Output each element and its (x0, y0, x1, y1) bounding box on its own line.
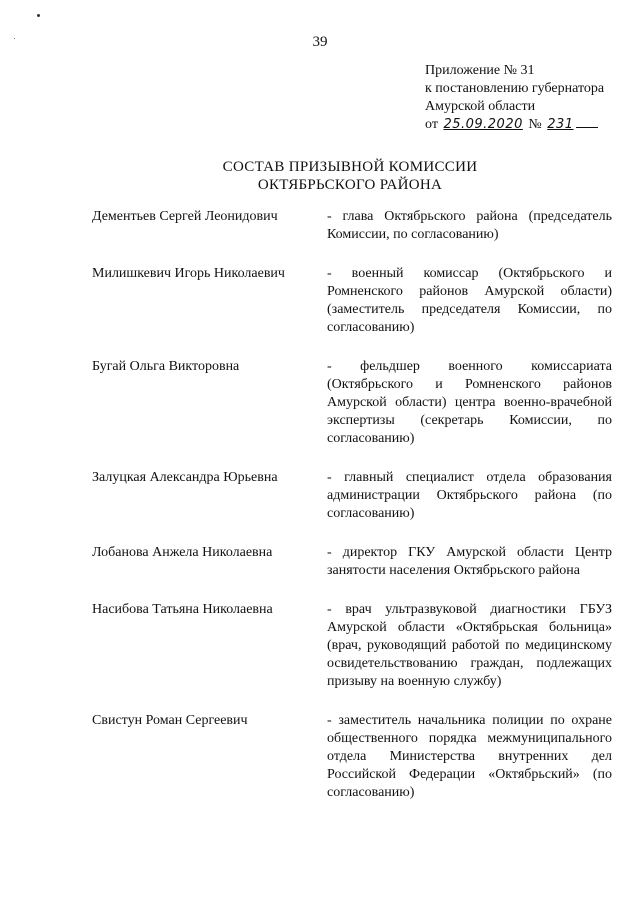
member-name: Бугай Ольга Викторовна (92, 359, 240, 374)
handwritten-date: 25.09.2020 (443, 117, 523, 132)
members-list (92, 208, 612, 823)
scan-speck (37, 14, 40, 17)
number-prefix: № (528, 117, 542, 132)
member-role: - заместитель начальника полиции по охране общественного порядка межмуниципального отдела Министерства внутренних дел Российской Федерации «Октябрьский» (по согласованию) (327, 713, 612, 800)
member-row (92, 544, 612, 580)
member-name: Свистун Роман Сергеевич (92, 713, 248, 728)
member-row (92, 601, 612, 691)
member-name: Милишкевич Игорь Николаевич (92, 266, 285, 281)
member-row (92, 265, 612, 337)
handwritten-number: 231 (547, 117, 574, 132)
underline (576, 127, 598, 128)
title-line-1: СОСТАВ ПРИЗЫВНОЙ КОМИССИИ (222, 159, 478, 175)
member-name: Дементьев Сергей Леонидович (92, 209, 278, 224)
member-role: - военный комиссар (Октябрьского и Ромненского районов Амурской области) (заместитель председателя Комиссии, по согласованию) (327, 266, 612, 335)
member-name: Насибова Татьяна Николаевна (92, 602, 273, 617)
member-role: - врач ультразвуковой диагностики ГБУЗ Амурской области «Октябрьская больница» (врач, руководящий работой по медицинскому освидетельствованию граждан, подлежащих призыву на военную службу) (327, 602, 612, 689)
member-row (92, 469, 612, 523)
appendix-date-row (425, 116, 604, 134)
member-row (92, 358, 612, 448)
title-line-2: ОКТЯБРЬСКОГО РАЙОНА (257, 177, 443, 193)
member-row (92, 712, 612, 802)
member-role: - главный специалист отдела образования администрации Октябрьского района (по согласованию) (327, 470, 612, 521)
appendix-header (425, 62, 604, 134)
page-number: 39 (312, 34, 328, 50)
document-title (0, 158, 640, 194)
member-name: Лобанова Анжела Николаевна (92, 545, 273, 560)
appendix-reference: к постановлению губернатора (425, 81, 605, 96)
date-prefix: от (425, 117, 438, 132)
member-row (92, 208, 612, 244)
member-role: - фельдшер военного комиссариата (Октябрьского и Ромненского районов Амурской области) центра военно-врачебной экспертизы (секретарь Комиссии, по согласованию) (327, 359, 612, 446)
member-role: - директор ГКУ Амурской области Центр занятости населения Октябрьского района (327, 545, 612, 578)
member-role: - глава Октябрьского района (председатель Комиссии, по согласованию) (327, 209, 612, 242)
appendix-region: Амурской области (425, 99, 536, 114)
appendix-title: Приложение № 31 (425, 63, 535, 78)
member-name: Залуцкая Александра Юрьевна (92, 470, 278, 485)
